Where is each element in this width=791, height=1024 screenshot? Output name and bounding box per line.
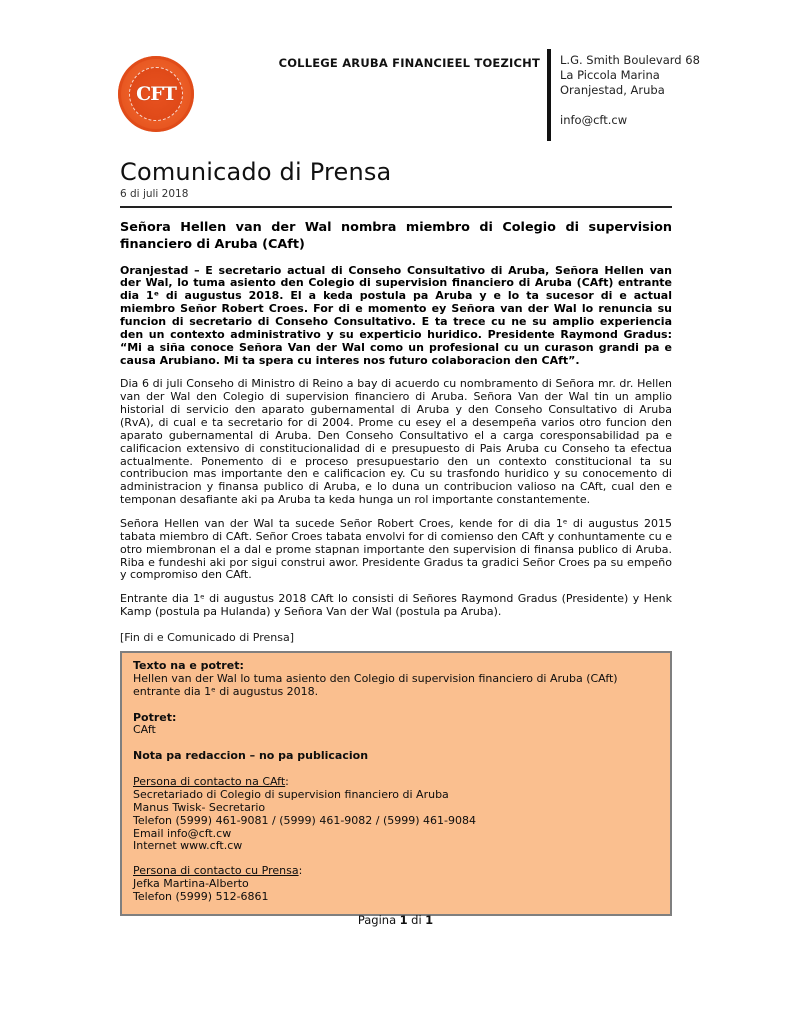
contact-line: Manus Twisk- Secretario	[133, 800, 266, 814]
contact-line: Email info@cft.cw	[133, 826, 232, 840]
photo-caption-label: Texto na e potret:	[133, 659, 244, 673]
body-paragraph-3: Entrante dia 1ᵉ di augustus 2018 CAft lo consisti di Señores Raymond Gradus (Presidente) y Henk Kamp (postula pa Hulanda) y Señora Van der Wal (postula pa Aruba).	[120, 592, 672, 619]
page-number-footer	[0, 913, 791, 927]
title-divider	[120, 206, 672, 208]
document-body	[120, 158, 672, 916]
contact-line: Internet www.cft.cw	[133, 839, 243, 853]
cft-logo-inner-ring	[129, 67, 183, 121]
editorial-note-heading: Nota pa redaccion – no pa publicacion	[133, 749, 369, 763]
org-name: COLLEGE ARUBA FINANCIEEL TOEZICHT	[278, 56, 540, 70]
footer-page-number: 1	[399, 913, 408, 927]
contact-line: Telefon (5999) 512-6861	[133, 890, 269, 904]
headline: Señora Hellen van der Wal nombra miembro di Colegio di supervision financiero di Aruba (CAft)	[120, 220, 672, 253]
address-block	[560, 53, 700, 128]
cft-logo-text: CFT	[136, 83, 176, 105]
press-contact-heading-text: Persona di contacto cu Prensa	[133, 864, 299, 878]
footer-prefix: Pagina	[357, 913, 397, 927]
contact-line: Jefka Martina-Alberto	[133, 877, 249, 891]
press-contact-lines	[133, 878, 659, 904]
contact-email: info@cft.cw	[560, 112, 628, 127]
lead-paragraph: Oranjestad – E secretario actual di Conseho Consultativo di Aruba, Señora Hellen van der Wal, lo tuma asiento den Colegio di supervision financiero di Aruba (CAft) entrante dia 1ᵉ di augustus 2018. El a keda postula pa Aruba y e lo ta sucesor di e actual miembro Señor Robert Croes. For di e momento ey Señora van der Wal lo renuncia su funcion di secretario di Conseho Consultativo. E ta trece cu ne su amplio experiencia den un contexto administrativo y su experticio huridico. Presidente Raymond Gradus: “Mi a siña conoce Señora Van der Wal como un profesional cu un curason grandi pa e causa Arubiano. Mi ta spera cu interes nos futuro colaboracion den CAft”.	[120, 263, 672, 367]
body-paragraph-2: Señora Hellen van der Wal ta sucede Señor Robert Croes, kende for di dia 1ᵉ di augustus 2015 tabata miembro di CAft. Señor Croes tabata envolvi for di comienso den CAft y conhuntamente cu e otro miembronan el a dal e prome stapnan importante den supervision di finansa publico di Aruba. Riba e fundeshi aki por sigui construi awor. Presidente Gradus ta gradici Señor Croes pa su empeño y compromiso den CAft.	[120, 517, 672, 582]
page-title: Comunicado di Prensa	[120, 158, 392, 186]
photo-credit-label: Potret:	[133, 710, 177, 724]
body-paragraph-1: Dia 6 di juli Conseho di Ministro di Reino a bay di acuerdo cu nombramento di Señora mr. dr. Hellen van der Wal den Colegio di supervision financiero di Aruba. Señora Van der Wal tin un amplio historial di servicio den aparato gubernamental di Aruba y den Conseho Consultativo di Aruba (RvA), di cual e ta secretario for di 2004. Prome cu esey el a desempeña varios otro funcion den aparato gubernamental di Aruba. Den Conseho Consultativo el a carga coresponsabilidad pa e calificacion extensivo di constitucionalidad di e presupuesto di Pais Aruba cu Conseho ta efectua actualmente. Ponemento di e proceso presupuestario den un contexto constitucional ta su contribucion mas importante den e calificacion ey. Cu su trasfondo huridico y su conocemento di administracion y finansa publico di Aruba, e lo duna un contribucion valioso na CAft, cual den e temponan desafiante aki pa Aruba ta keda hunga un rol importante constantemente.	[120, 377, 672, 507]
end-of-release-note: [Fin di e Comunicado di Prensa]	[120, 631, 295, 645]
cft-contact-lines	[133, 789, 659, 853]
address-line: Oranjestad, Aruba	[560, 82, 665, 97]
letterhead	[0, 0, 791, 160]
editorial-note-box	[120, 651, 672, 916]
photo-credit-value: CAft	[133, 723, 156, 737]
address-line: L.G. Smith Boulevard 68	[560, 53, 700, 67]
address-line: La Piccola Marina	[560, 67, 660, 82]
footer-total-pages: 1	[425, 913, 434, 927]
photo-caption: Hellen van der Wal lo tuma asiento den Colegio di supervision financiero di Aruba (CAft) entrante dia 1ᵉ di augustus 2018.	[133, 671, 618, 698]
press-contact-heading-colon: :	[298, 864, 303, 878]
contact-line: Secretariado di Colegio di supervision financiero di Aruba	[133, 788, 449, 802]
cft-contact-heading-text: Persona di contacto na CAft	[133, 775, 286, 789]
document-date: 6 di juli 2018	[120, 188, 189, 200]
letterhead-divider	[547, 49, 551, 141]
footer-middle: di	[411, 913, 422, 927]
contact-line: Telefon (5999) 461-9081 / (5999) 461-9082 / (5999) 461-9084	[133, 813, 477, 827]
cft-contact-heading-colon: :	[285, 775, 289, 789]
address-lines	[560, 53, 700, 98]
